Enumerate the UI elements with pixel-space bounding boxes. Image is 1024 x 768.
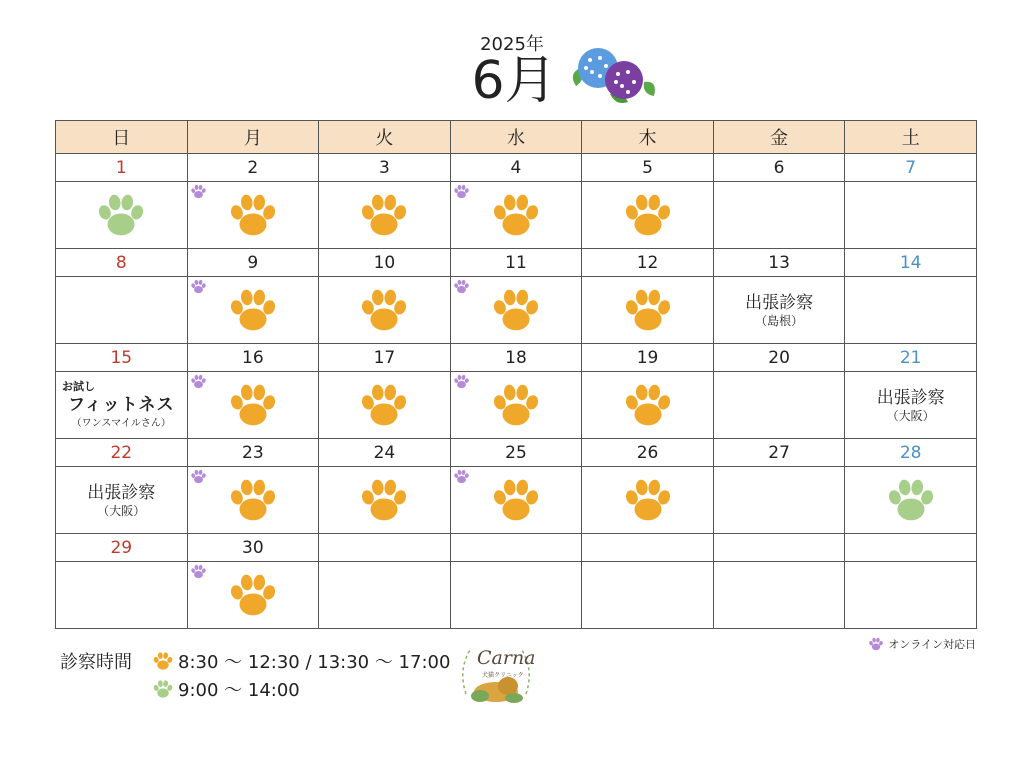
date-number: 16 [187, 344, 319, 372]
online-paw-icon [190, 563, 207, 580]
day-cell [319, 372, 451, 439]
date-number: 23 [187, 439, 319, 467]
orange-paw-icon [622, 189, 674, 241]
date-row [56, 249, 977, 277]
content-row [56, 562, 977, 629]
weekday-thu: 木 [582, 121, 714, 154]
date-number: 25 [450, 439, 582, 467]
orange-paw-icon [490, 189, 542, 241]
online-legend [868, 636, 976, 652]
day-cell [319, 182, 451, 249]
calendar-grid [55, 120, 977, 629]
trial-label: お試し [62, 379, 95, 393]
date-row [56, 439, 977, 467]
day-cell [845, 277, 977, 344]
date-number: 21 [845, 344, 977, 372]
day-cell [713, 372, 845, 439]
orange-paw-icon [358, 189, 410, 241]
date-number: 24 [319, 439, 451, 467]
weekday-fri: 金 [713, 121, 845, 154]
date-number: 6 [713, 154, 845, 182]
date-number: 18 [450, 344, 582, 372]
weekday-mon: 月 [187, 121, 319, 154]
date-number: 29 [56, 534, 188, 562]
day-cell [845, 467, 977, 534]
day-cell [845, 182, 977, 249]
day-cell [450, 277, 582, 344]
day-cell [56, 467, 188, 534]
outreach-location: （大阪） [886, 408, 935, 423]
orange-paw-icon [358, 284, 410, 336]
day-cell [187, 182, 319, 249]
hours-orange [152, 648, 450, 674]
date-number: 4 [450, 154, 582, 182]
date-row [56, 344, 977, 372]
orange-paw-icon [227, 474, 279, 526]
day-cell [713, 277, 845, 344]
date-number: 8 [56, 249, 188, 277]
date-number: 14 [845, 249, 977, 277]
green-paw-icon [152, 678, 174, 700]
day-cell [582, 277, 714, 344]
orange-paw-icon [622, 284, 674, 336]
date-number: 15 [56, 344, 188, 372]
date-number: 2 [187, 154, 319, 182]
hours-green [152, 676, 300, 702]
orange-paw-icon [358, 474, 410, 526]
outreach-note: 出張診察 [876, 387, 945, 408]
calendar-year: 2025年 [480, 34, 544, 55]
date-number: 26 [582, 439, 714, 467]
day-cell [187, 372, 319, 439]
purple-paw-icon [868, 636, 884, 652]
online-paw-icon [190, 468, 207, 485]
online-paw-icon [453, 373, 470, 390]
orange-paw-icon [490, 379, 542, 431]
date-row [56, 154, 977, 182]
date-number: 20 [713, 344, 845, 372]
orange-paw-icon [152, 650, 174, 672]
date-number [319, 534, 451, 562]
day-cell [187, 467, 319, 534]
date-number [713, 534, 845, 562]
date-number: 7 [845, 154, 977, 182]
date-number [450, 534, 582, 562]
day-cell [56, 372, 188, 439]
day-cell [319, 562, 451, 629]
green-paw-icon [885, 474, 937, 526]
day-cell [845, 372, 977, 439]
content-row [56, 182, 977, 249]
date-number: 5 [582, 154, 714, 182]
day-cell [56, 277, 188, 344]
day-cell [187, 562, 319, 629]
day-cell [56, 182, 188, 249]
orange-paw-icon [622, 379, 674, 431]
content-row [56, 467, 977, 534]
date-number [845, 534, 977, 562]
online-paw-icon [453, 183, 470, 200]
outreach-location: （島根） [755, 313, 804, 328]
weekday-sat: 土 [845, 121, 977, 154]
orange-paw-icon [227, 379, 279, 431]
orange-paw-icon [490, 474, 542, 526]
outreach-note: 出張診察 [745, 292, 814, 313]
date-number: 11 [450, 249, 582, 277]
calendar-month: 6月 [471, 51, 557, 111]
day-cell [187, 277, 319, 344]
orange-paw-icon [358, 379, 410, 431]
trial-provider: （ワンスマイルさん） [71, 417, 171, 429]
date-number: 9 [187, 249, 319, 277]
trial-title: フィットネス [68, 394, 175, 415]
online-paw-icon [453, 278, 470, 295]
online-paw-icon [190, 278, 207, 295]
date-number: 28 [845, 439, 977, 467]
day-cell [319, 277, 451, 344]
online-paw-icon [453, 468, 470, 485]
weekday-tue: 火 [319, 121, 451, 154]
date-number: 30 [187, 534, 319, 562]
day-cell [845, 562, 977, 629]
day-cell [582, 182, 714, 249]
hours-label: 診察時間 [60, 652, 132, 673]
day-cell [450, 562, 582, 629]
day-cell [582, 562, 714, 629]
orange-paw-icon [622, 474, 674, 526]
content-row [56, 372, 977, 439]
hydrangea-icon [566, 44, 658, 106]
date-number: 22 [56, 439, 188, 467]
date-number: 27 [713, 439, 845, 467]
day-cell [56, 562, 188, 629]
day-cell [713, 182, 845, 249]
orange-paw-icon [227, 284, 279, 336]
date-row [56, 534, 977, 562]
hours-orange-text: 8:30 〜 12:30 / 13:30 〜 17:00 [178, 652, 451, 673]
outreach-note: 出張診察 [87, 482, 156, 503]
weekday-sun: 日 [56, 121, 188, 154]
day-cell [582, 372, 714, 439]
weekday-header-row [56, 121, 977, 154]
date-number: 1 [56, 154, 188, 182]
date-number: 13 [713, 249, 845, 277]
day-cell [713, 467, 845, 534]
clinic-logo-name: Carna [477, 647, 536, 669]
date-number: 19 [582, 344, 714, 372]
day-cell [450, 182, 582, 249]
day-cell [450, 467, 582, 534]
day-cell [582, 467, 714, 534]
content-row [56, 277, 977, 344]
clinic-logo-sub: 犬猫クリニック [482, 672, 524, 679]
date-number: 17 [319, 344, 451, 372]
orange-paw-icon [227, 569, 279, 621]
day-cell [713, 562, 845, 629]
weekday-wed: 水 [450, 121, 582, 154]
outreach-location: （大阪） [97, 503, 146, 518]
day-cell [450, 372, 582, 439]
orange-paw-icon [490, 284, 542, 336]
date-number: 3 [319, 154, 451, 182]
online-legend-label: オンライン対応日 [888, 638, 976, 651]
orange-paw-icon [227, 189, 279, 241]
date-number: 12 [582, 249, 714, 277]
date-number [582, 534, 714, 562]
hours-green-text: 9:00 〜 14:00 [178, 680, 300, 701]
green-paw-icon [95, 189, 147, 241]
online-paw-icon [190, 373, 207, 390]
day-cell [319, 467, 451, 534]
date-number: 10 [319, 249, 451, 277]
online-paw-icon [190, 183, 207, 200]
